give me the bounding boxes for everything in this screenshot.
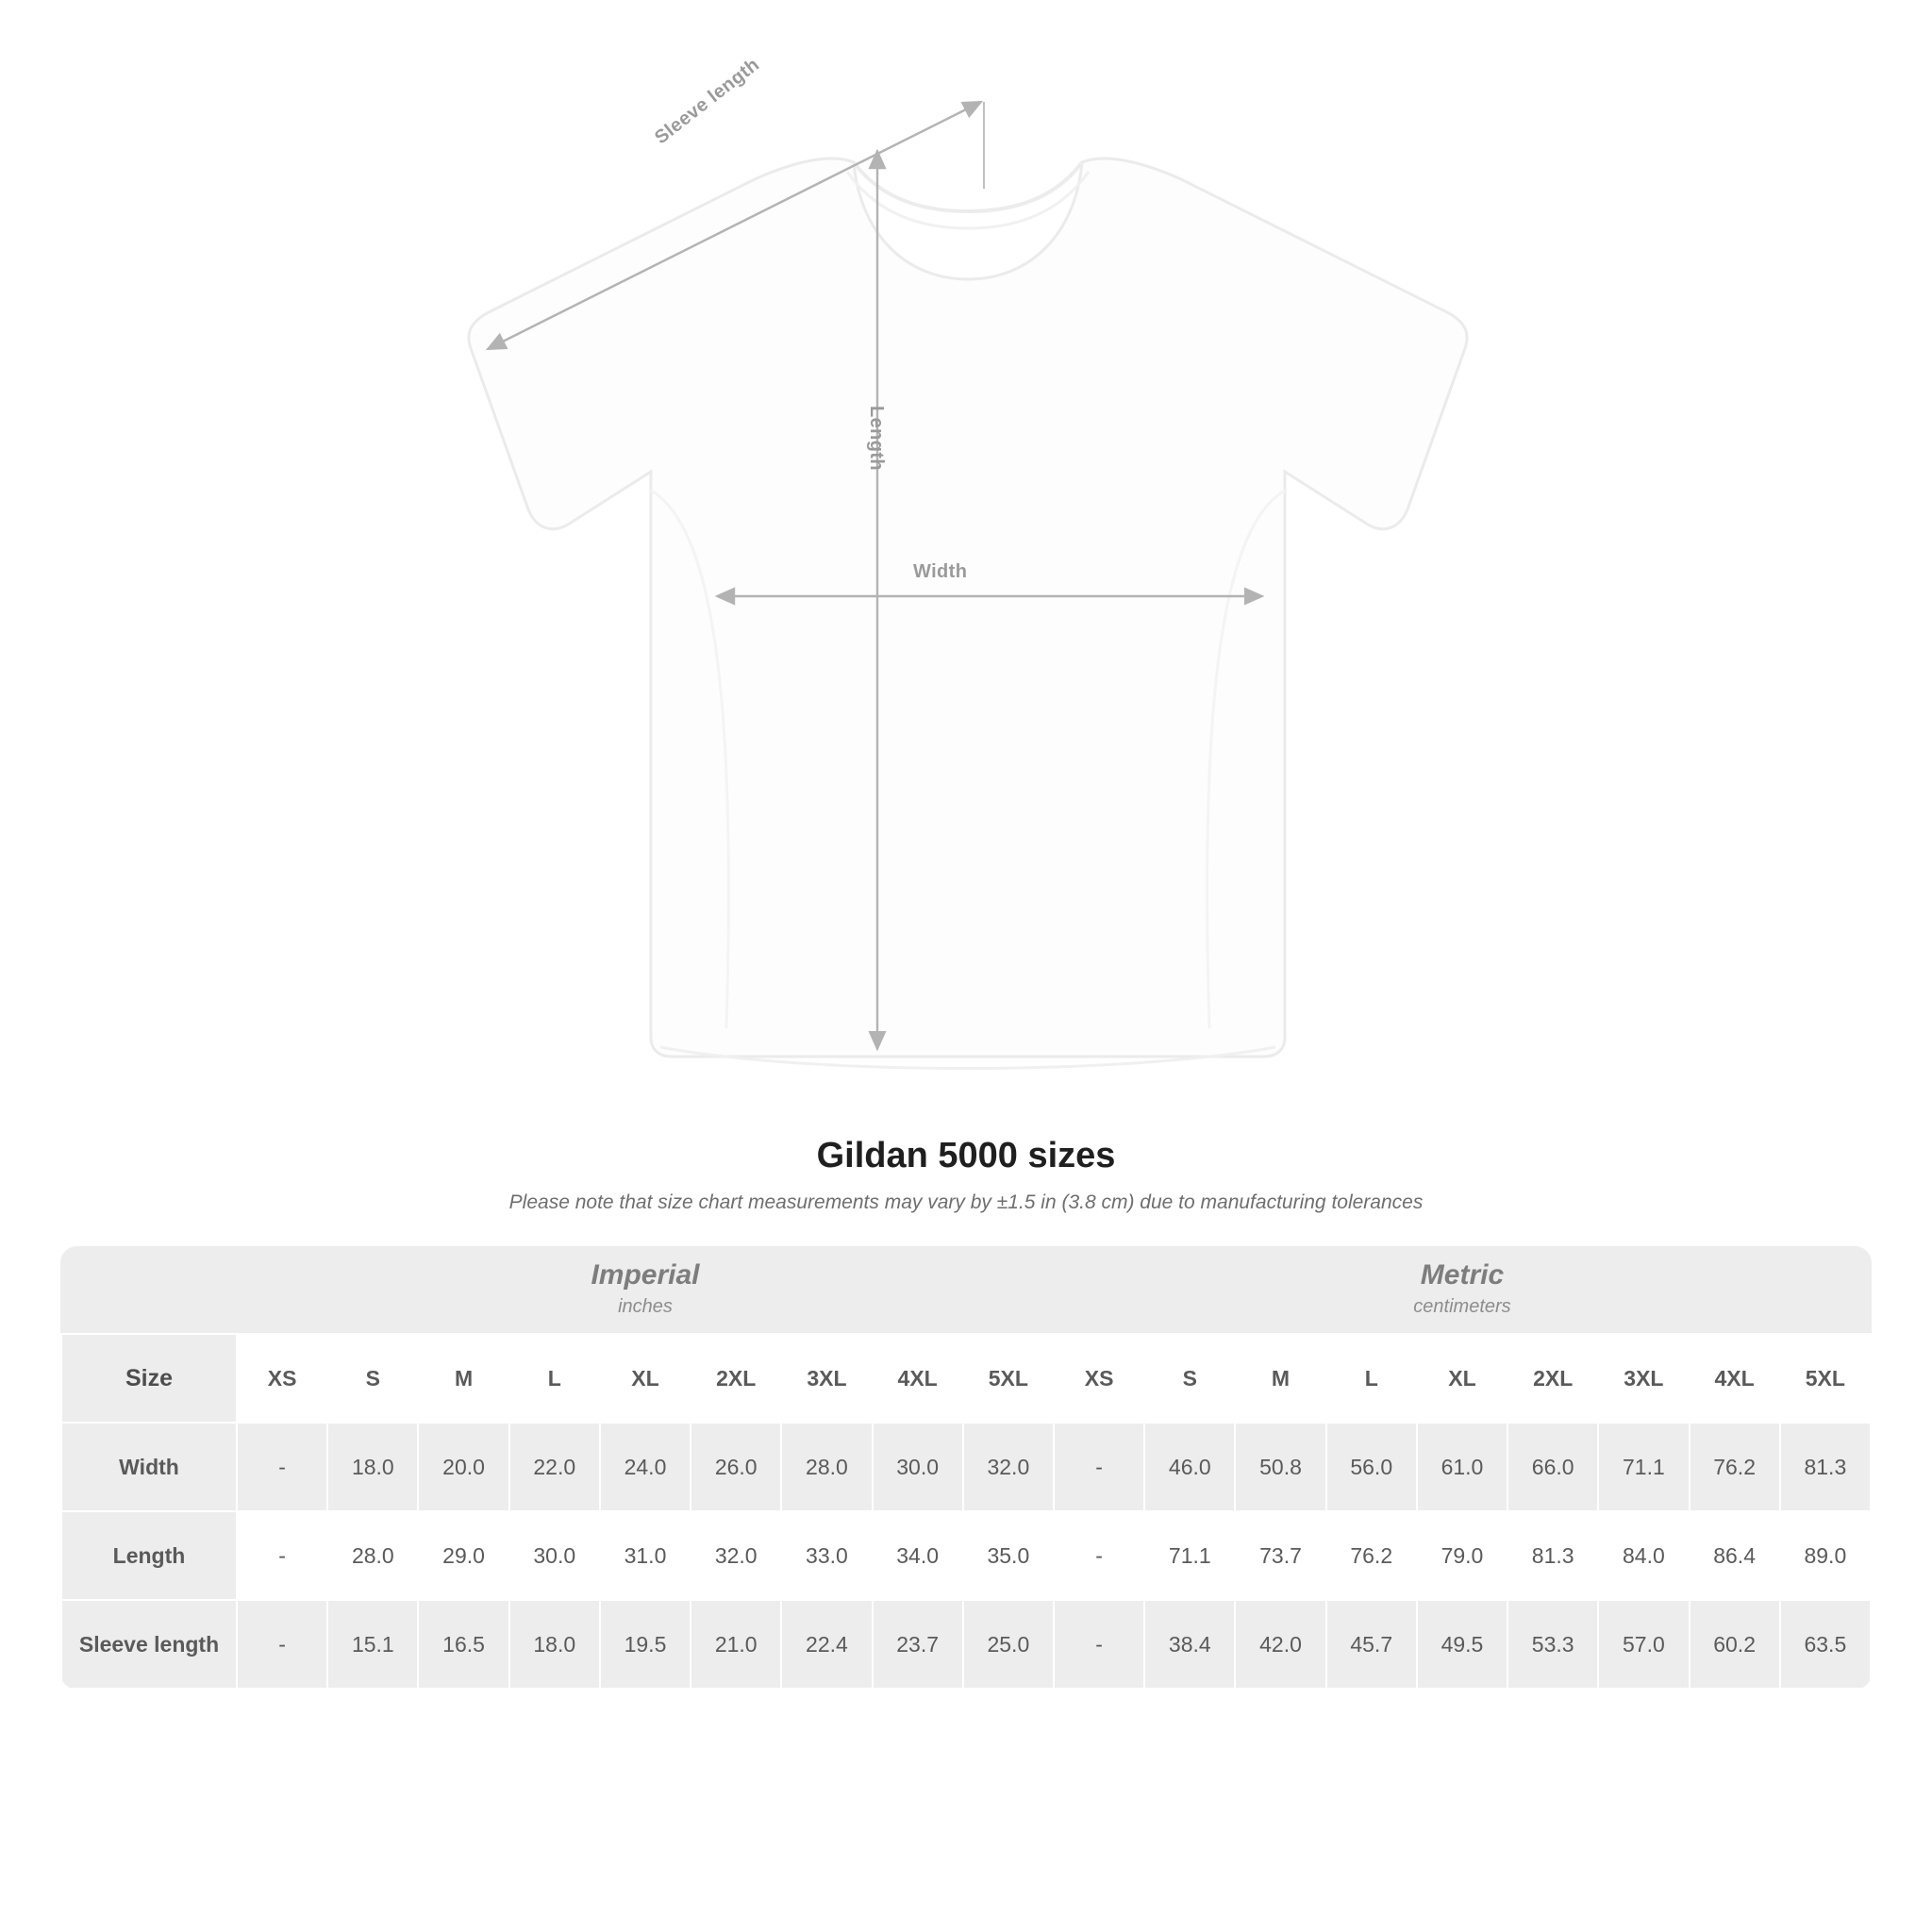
cell-width-imperial-5xl: 32.0 (963, 1423, 1054, 1511)
cell-sleeve-metric-4xl: 60.2 (1690, 1600, 1780, 1689)
cell-width-imperial-4xl: 30.0 (873, 1423, 963, 1511)
cell-length-imperial-2xl: 32.0 (691, 1511, 781, 1600)
size-header-imperial-m: M (418, 1334, 508, 1423)
size-header-metric-3xl: 3XL (1598, 1334, 1689, 1423)
cell-sleeve-metric-5xl: 63.5 (1780, 1600, 1871, 1689)
size-header-imperial-3xl: 3XL (781, 1334, 872, 1423)
size-header-imperial-s: S (327, 1334, 418, 1423)
table-row (61, 1600, 1871, 1689)
cell-length-metric-2xl: 81.3 (1507, 1511, 1598, 1600)
size-header-metric-2xl: 2XL (1507, 1334, 1598, 1423)
cell-width-imperial-s: 18.0 (327, 1423, 418, 1511)
cell-length-imperial-xl: 31.0 (600, 1511, 691, 1600)
cell-width-metric-4xl: 76.2 (1690, 1423, 1780, 1511)
unit-corner-cell (61, 1246, 237, 1334)
unit-header-imperial (237, 1246, 1054, 1334)
unit-sub-imperial: inches (618, 1296, 673, 1317)
size-header-imperial-2xl: 2XL (691, 1334, 781, 1423)
cell-length-metric-l: 76.2 (1326, 1511, 1417, 1600)
cell-sleeve-metric-l: 45.7 (1326, 1600, 1417, 1689)
size-header-label: Size (61, 1334, 237, 1423)
cell-sleeve-imperial-3xl: 22.4 (781, 1600, 872, 1689)
cell-width-metric-2xl: 66.0 (1507, 1423, 1598, 1511)
size-table-container (60, 1246, 1872, 1690)
cell-width-imperial-xl: 24.0 (600, 1423, 691, 1511)
size-header-imperial-l: L (509, 1334, 600, 1423)
cell-width-imperial-3xl: 28.0 (781, 1423, 872, 1511)
table-row (61, 1511, 1871, 1600)
length-label: Length (866, 406, 887, 472)
row-label-sleeve-length: Sleeve length (61, 1600, 237, 1689)
size-header-metric-xs: XS (1054, 1334, 1144, 1423)
cell-length-imperial-l: 30.0 (509, 1511, 600, 1600)
tshirt-shape (469, 158, 1467, 1068)
cell-length-imperial-m: 29.0 (418, 1511, 508, 1600)
size-table (60, 1246, 1872, 1690)
cell-length-metric-4xl: 86.4 (1690, 1511, 1780, 1600)
cell-sleeve-imperial-xl: 19.5 (600, 1600, 691, 1689)
cell-width-metric-xs: - (1054, 1423, 1144, 1511)
size-header-row (61, 1334, 1871, 1423)
width-label: Width (913, 561, 968, 582)
cell-sleeve-imperial-5xl: 25.0 (963, 1600, 1054, 1689)
cell-length-imperial-s: 28.0 (327, 1511, 418, 1600)
cell-sleeve-metric-xs: - (1054, 1600, 1144, 1689)
unit-name-metric: Metric (1420, 1259, 1505, 1291)
cell-length-metric-m: 73.7 (1235, 1511, 1325, 1600)
size-header-metric-5xl: 5XL (1780, 1334, 1871, 1423)
cell-length-imperial-4xl: 34.0 (873, 1511, 963, 1600)
cell-length-metric-s: 71.1 (1144, 1511, 1235, 1600)
table-row (61, 1423, 1871, 1511)
cell-sleeve-metric-xl: 49.5 (1417, 1600, 1507, 1689)
size-header-imperial-4xl: 4XL (873, 1334, 963, 1423)
page-title: Gildan 5000 sizes (816, 1136, 1116, 1175)
cell-width-metric-3xl: 71.1 (1598, 1423, 1689, 1511)
cell-sleeve-metric-3xl: 57.0 (1598, 1600, 1689, 1689)
cell-length-metric-3xl: 84.0 (1598, 1511, 1689, 1600)
cell-sleeve-imperial-xs: - (237, 1600, 327, 1689)
title-block (0, 1136, 1932, 1214)
unit-sub-metric: centimeters (1413, 1296, 1511, 1317)
cell-length-imperial-xs: - (237, 1511, 327, 1600)
cell-sleeve-imperial-s: 15.1 (327, 1600, 418, 1689)
size-header-metric-xl: XL (1417, 1334, 1507, 1423)
cell-sleeve-imperial-l: 18.0 (509, 1600, 600, 1689)
size-header-imperial-xs: XS (237, 1334, 327, 1423)
tolerance-note: Please note that size chart measurements may vary by ±1.5 in (3.8 cm) due to manufacturing tolerances (508, 1191, 1424, 1213)
cell-width-metric-xl: 61.0 (1417, 1423, 1507, 1511)
cell-sleeve-imperial-4xl: 23.7 (873, 1600, 963, 1689)
row-label-width: Width (61, 1423, 237, 1511)
cell-length-imperial-3xl: 33.0 (781, 1511, 872, 1600)
size-header-metric-4xl: 4XL (1690, 1334, 1780, 1423)
cell-sleeve-imperial-2xl: 21.0 (691, 1600, 781, 1689)
cell-width-metric-5xl: 81.3 (1780, 1423, 1871, 1511)
unit-header-row (61, 1246, 1871, 1334)
size-header-imperial-5xl: 5XL (963, 1334, 1054, 1423)
unit-header-metric (1054, 1246, 1871, 1334)
cell-width-imperial-2xl: 26.0 (691, 1423, 781, 1511)
size-header-metric-s: S (1144, 1334, 1235, 1423)
cell-sleeve-metric-s: 38.4 (1144, 1600, 1235, 1689)
sleeve-length-label: Sleeve length (651, 54, 764, 149)
cell-width-metric-l: 56.0 (1326, 1423, 1417, 1511)
cell-length-metric-xs: - (1054, 1511, 1144, 1600)
row-label-length: Length (61, 1511, 237, 1600)
cell-sleeve-metric-m: 42.0 (1235, 1600, 1325, 1689)
size-header-metric-l: L (1326, 1334, 1417, 1423)
cell-length-imperial-5xl: 35.0 (963, 1511, 1054, 1600)
cell-width-imperial-xs: - (237, 1423, 327, 1511)
cell-sleeve-metric-2xl: 53.3 (1507, 1600, 1598, 1689)
cell-width-metric-m: 50.8 (1235, 1423, 1325, 1511)
cell-width-imperial-m: 20.0 (418, 1423, 508, 1511)
cell-width-metric-s: 46.0 (1144, 1423, 1235, 1511)
cell-length-metric-xl: 79.0 (1417, 1511, 1507, 1600)
size-header-imperial-xl: XL (600, 1334, 691, 1423)
cell-length-metric-5xl: 89.0 (1780, 1511, 1871, 1600)
cell-width-imperial-l: 22.0 (509, 1423, 600, 1511)
cell-sleeve-imperial-m: 16.5 (418, 1600, 508, 1689)
unit-name-imperial: Imperial (591, 1259, 700, 1291)
size-header-metric-m: M (1235, 1334, 1325, 1423)
